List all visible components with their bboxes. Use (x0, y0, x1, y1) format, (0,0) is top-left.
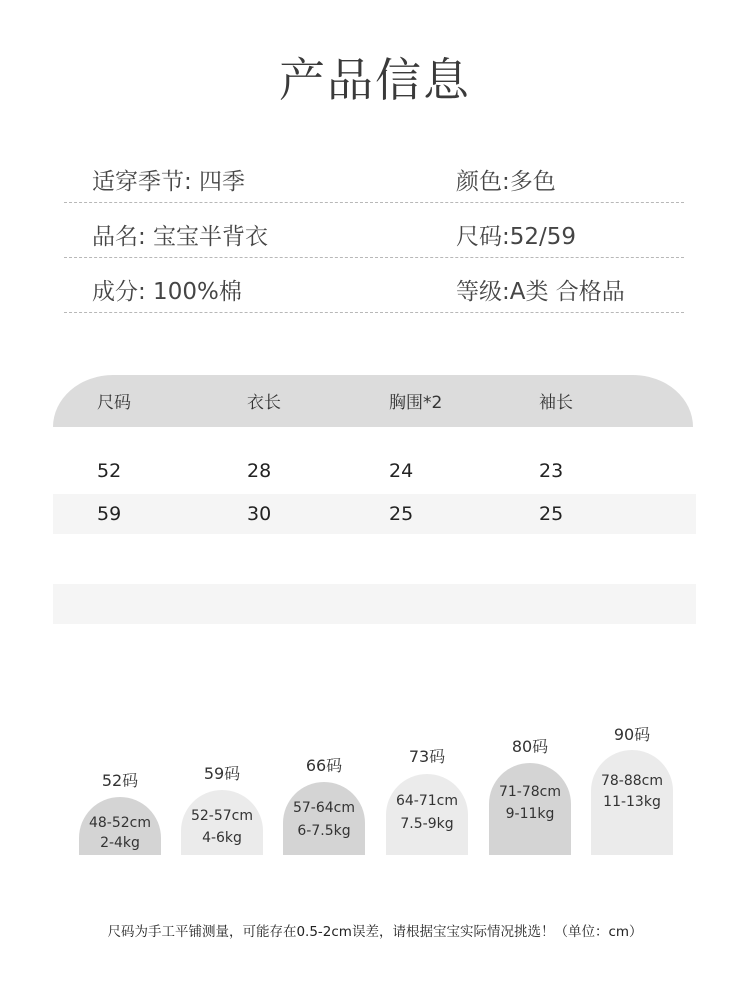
size-range-80: 71-78cm (498, 784, 561, 800)
size-shape-59 (181, 790, 263, 855)
size-shape-66 (283, 782, 365, 855)
header-chest: 胸围*2 (389, 393, 443, 413)
size-range-59: 52-57cm (190, 808, 253, 824)
header-length: 衣长 (247, 393, 281, 413)
cell-sleeve: 25 (539, 503, 564, 525)
size-weight-80: 9-11kg (505, 806, 555, 822)
info-row-season (64, 162, 684, 203)
size-label-80: 80码 (511, 737, 549, 756)
cell-length: 30 (247, 503, 272, 525)
size-weight-73: 7.5-9kg (400, 816, 454, 832)
info-material: 成分: 100%棉 (92, 279, 242, 305)
info-color: 颜色:多色 (456, 169, 556, 195)
size-weight-66: 6-7.5kg (297, 823, 351, 839)
size-shape-52 (79, 797, 161, 855)
size-range-73: 64-71cm (395, 793, 458, 809)
cell-chest: 25 (389, 503, 414, 525)
info-season: 适穿季节: 四季 (92, 169, 246, 195)
table-row (53, 451, 696, 491)
info-row-material (64, 272, 684, 313)
table-row (53, 494, 696, 534)
size-label-59: 59码 (203, 764, 241, 783)
cell-size: 59 (97, 503, 122, 525)
cell-length: 28 (247, 460, 272, 482)
size-range-66: 57-64cm (292, 800, 355, 816)
size-label-66: 66码 (305, 756, 343, 775)
measurement-note: 尺码为手工平铺测量，可能存在0.5-2cm误差，请根据宝宝实际情况挑选！（单位：cm） (107, 924, 643, 940)
cell-size: 52 (97, 460, 122, 482)
cell-chest: 24 (389, 460, 414, 482)
header-sleeve: 袖长 (539, 393, 573, 413)
size-weight-52: 2-4kg (100, 835, 140, 851)
info-grade: 等级:A类 合格品 (456, 279, 625, 305)
size-weight-90: 11-13kg (603, 794, 661, 810)
size-table-header (53, 375, 693, 427)
cell-sleeve: 23 (539, 460, 564, 482)
size-shape-90 (591, 750, 673, 855)
info-product-name: 品名: 宝宝半背衣 (92, 224, 269, 250)
page-title: 产品信息 (279, 53, 471, 107)
size-label-52: 52码 (101, 771, 139, 790)
info-size: 尺码:52/59 (456, 224, 577, 250)
size-range-52: 48-52cm (88, 815, 151, 831)
info-row-name (64, 217, 684, 258)
header-size: 尺码 (97, 393, 131, 413)
size-range-90: 78-88cm (600, 773, 663, 789)
size-shape-80 (489, 763, 571, 855)
size-label-90: 90码 (613, 725, 651, 744)
size-label-73: 73码 (408, 747, 446, 766)
size-shape-73 (386, 774, 468, 855)
blank-stripe (53, 584, 696, 624)
size-weight-59: 4-6kg (202, 830, 242, 846)
